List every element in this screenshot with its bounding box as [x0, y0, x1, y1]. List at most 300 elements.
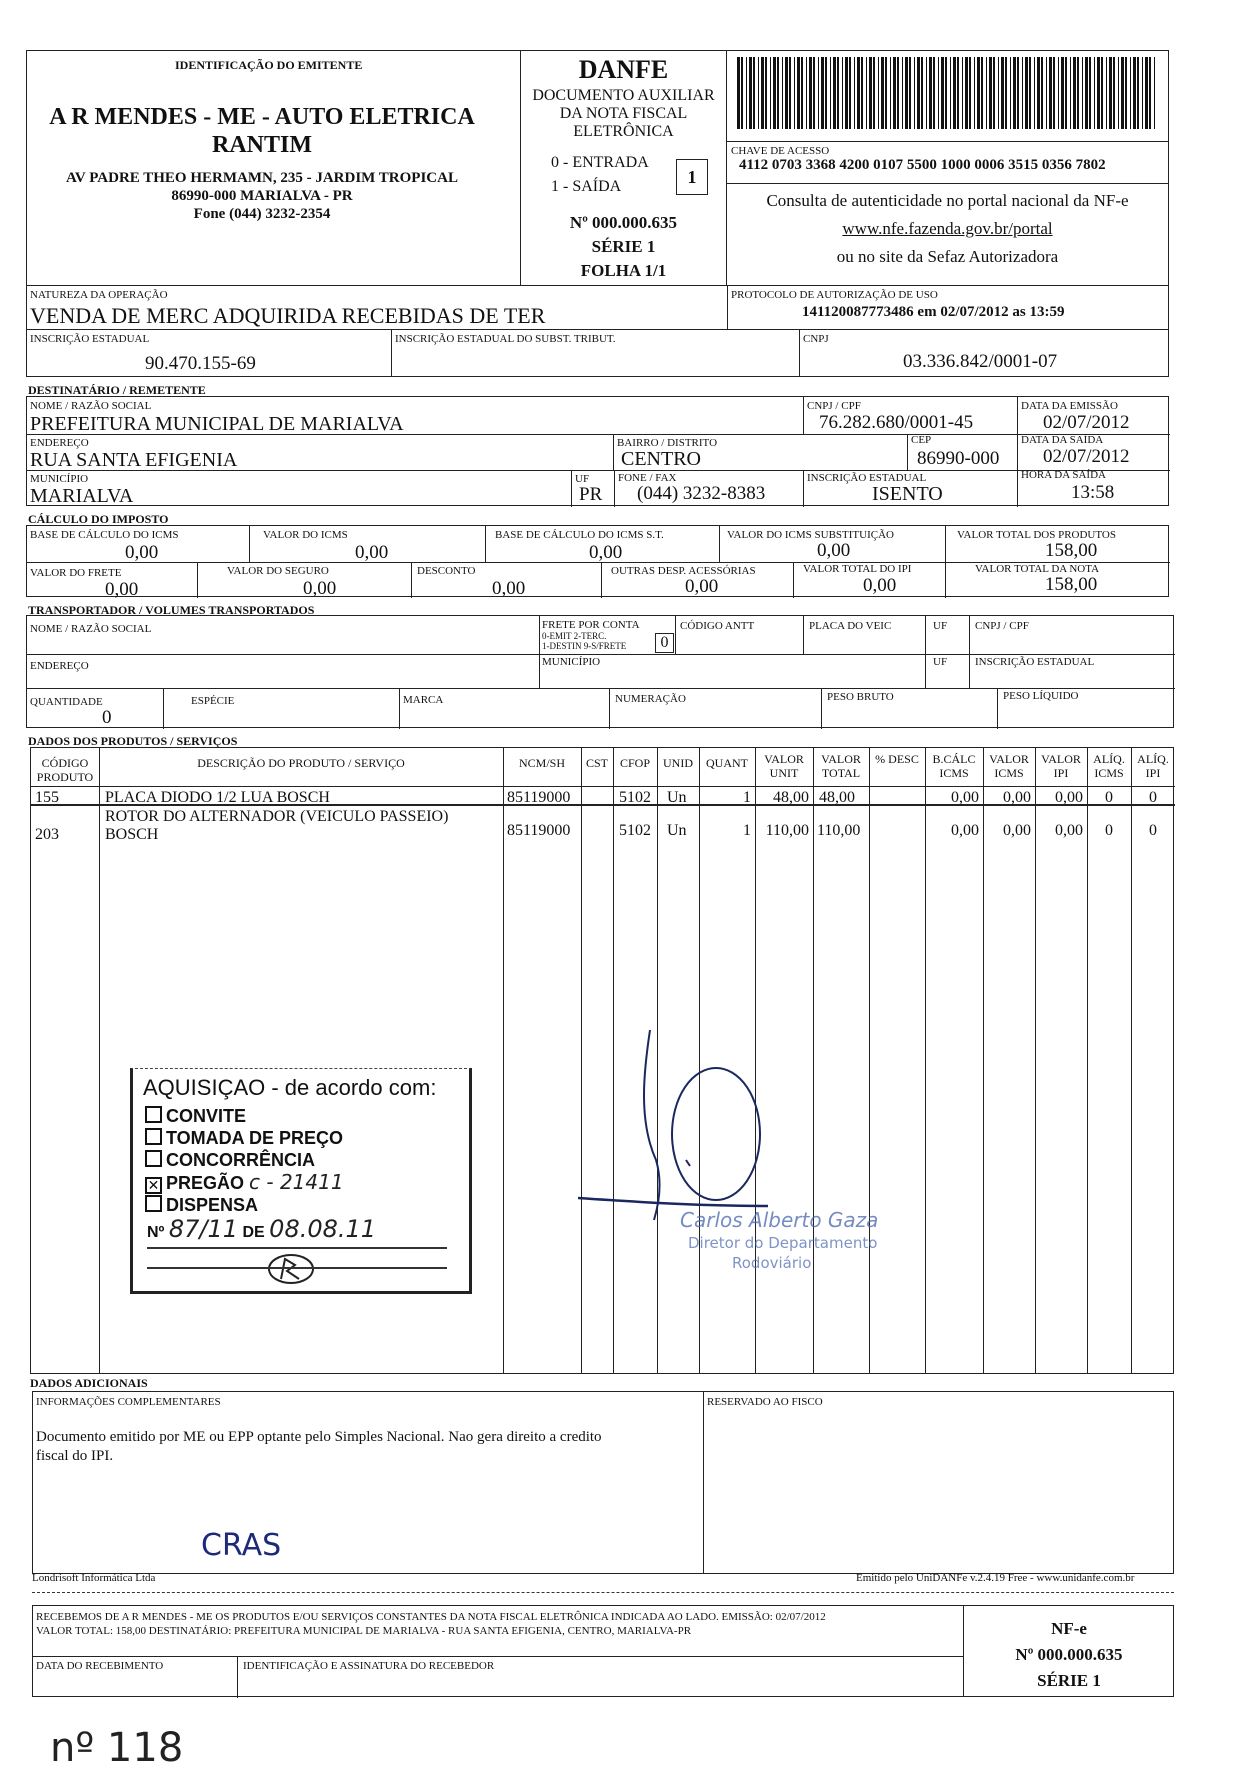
barcode-bar — [837, 57, 839, 129]
insurance-value: 0,00 — [303, 578, 337, 599]
freight-label: VALOR DO FRETE — [30, 567, 122, 579]
receipt-number: Nº 000.000.635 — [1015, 1645, 1123, 1664]
row1-bcalc: 0,00 — [951, 789, 979, 806]
col-bcalc: B.CÁLC ICMS — [932, 752, 976, 780]
barcode-bar — [941, 57, 944, 129]
recipient-name: PREFEITURA MUNICIPAL DE MARIALVA — [30, 413, 404, 435]
row2-aipi: 0 — [1149, 822, 1157, 839]
carrier-uf2-label: UF — [933, 656, 948, 668]
nature-label: NATUREZA DA OPERAÇÃO — [30, 289, 168, 301]
barcode-bar — [1070, 57, 1071, 129]
barcode-bar — [873, 57, 875, 129]
recipient-section-label: DESTINATÁRIO / REMETENTE — [28, 383, 206, 397]
barcode-bar — [789, 57, 791, 129]
other-label: OUTRAS DESP. ACESSÓRIAS — [611, 565, 756, 577]
barcode-bar — [974, 57, 975, 129]
barcode-bar — [1121, 57, 1124, 129]
reserved-label: RESERVADO AO FISCO — [707, 1396, 823, 1408]
barcode-bar — [866, 57, 867, 129]
danfe-subtitle3: ELETRÔNICA — [573, 123, 674, 140]
stamp-option-dispensa: DISPENSA — [145, 1194, 344, 1216]
base-st-value: 0,00 — [589, 542, 623, 563]
protocol-value: 141120087773486 em 02/07/2012 as 13:59 — [802, 304, 1065, 320]
stamp-option-concorrencia: CONCORRÊNCIA — [145, 1149, 344, 1171]
col-quant: QUANT — [706, 756, 748, 770]
row1-quant: 1 — [743, 789, 751, 806]
row1-unid: Un — [667, 789, 687, 806]
barcode-bar — [1149, 57, 1151, 129]
barcode-bar — [785, 57, 788, 129]
receipt-nfe — [963, 1616, 1175, 1694]
col-desc-pct: % DESC — [875, 752, 919, 766]
transport-box — [26, 615, 1174, 728]
barcode-bar — [842, 57, 843, 129]
row1-aicms: 0 — [1105, 789, 1113, 806]
barcode-bar — [1130, 57, 1131, 129]
row1-aipi: 0 — [1149, 789, 1157, 806]
recipient-cnpj: 76.282.680/0001-45 — [819, 412, 974, 433]
barcode-bar — [1022, 57, 1023, 129]
danfe-entrada: 0 - ENTRADA — [551, 154, 649, 171]
phone-label: FONE / FAX — [618, 472, 677, 484]
city-value: MARIALVA — [30, 485, 134, 507]
stamp-options — [145, 1105, 344, 1216]
exit-label: DATA DA SAÍDA — [1021, 434, 1104, 446]
barcode-bar — [1085, 57, 1088, 129]
barcode-bar — [753, 57, 755, 129]
barcode-bar — [1077, 57, 1079, 129]
barcode-bar — [1145, 57, 1148, 129]
receipt-nfe-label: NF-e — [1051, 1619, 1087, 1638]
cut-line — [32, 1592, 1174, 1593]
barcode-bar — [921, 57, 923, 129]
protocol-label: PROTOCOLO DE AUTORIZAÇÃO DE USO — [731, 289, 938, 301]
checkbox-icon — [145, 1128, 162, 1145]
plate-label: PLACA DO VEIC — [809, 620, 892, 632]
danfe-title: DANFE — [578, 55, 669, 84]
row1-code: 155 — [35, 789, 59, 806]
row1-desc: PLACA DIODO 1/2 LUA BOSCH — [105, 789, 330, 806]
ie-row — [26, 329, 1169, 377]
ipi-value: 0,00 — [863, 575, 897, 596]
net-weight-label: PESO LÍQUIDO — [1003, 690, 1079, 702]
row2-desc1: ROTOR DO ALTERNADOR (VEICULO PASSEIO) — [105, 808, 449, 825]
barcode-bar — [914, 57, 915, 129]
barcode-bar — [794, 57, 795, 129]
danfe-subtitle1: DOCUMENTO AUXILIAR — [532, 87, 715, 104]
transport-section-label: TRANSPORTADOR / VOLUMES TRANSPORTADOS — [28, 603, 315, 617]
barcode-bar — [1005, 57, 1007, 129]
row1-ncm: 85119000 — [507, 789, 571, 806]
gross-weight-label: PESO BRUTO — [827, 691, 894, 703]
barcode-bar — [1037, 57, 1040, 129]
barcode-bar — [1082, 57, 1083, 129]
discount-label: DESCONTO — [417, 565, 476, 577]
barcode-bar — [969, 57, 971, 129]
additional-section-label: DADOS ADICIONAIS — [30, 1376, 148, 1390]
barcode-bar — [962, 57, 963, 129]
total-products-label: VALOR TOTAL DOS PRODUTOS — [957, 529, 1116, 541]
barcode-bar — [1097, 57, 1100, 129]
checkbox-icon — [145, 1195, 162, 1212]
nature-value: VENDA DE MERC ADQUIRIDA RECEBIDAS DE TER — [30, 303, 546, 328]
row2-code: 203 — [35, 826, 59, 843]
barcode-bar — [1034, 57, 1035, 129]
barcode-bar — [977, 57, 980, 129]
barcode-bar — [953, 57, 956, 129]
barcode-bar — [1017, 57, 1019, 129]
time-value: 13:58 — [1071, 482, 1115, 503]
icms-st-value: 0,00 — [817, 540, 851, 561]
barcode-bar — [825, 57, 827, 129]
qty-label: QUANTIDADE — [30, 696, 103, 708]
barcode-bar — [878, 57, 879, 129]
ie-value: 90.470.155-69 — [145, 353, 256, 374]
insurance-label: VALOR DO SEGURO — [227, 565, 329, 577]
barcode-bar — [1046, 57, 1047, 129]
stamp-option-pregao: ✕ PREGÃO c - 21411 — [145, 1171, 344, 1194]
stamp-number-line — [147, 1215, 376, 1243]
recipient-name-label: NOME / RAZÃO SOCIAL — [30, 400, 152, 412]
barcode-bar — [950, 57, 951, 129]
address-label: ENDEREÇO — [30, 437, 89, 449]
stamp-date-prefix: DE — [242, 1224, 265, 1241]
barcode-bar — [1133, 57, 1136, 129]
total-label: VALOR TOTAL DA NOTA — [975, 563, 1100, 575]
carrier-name-label: NOME / RAZÃO SOCIAL — [30, 623, 152, 635]
barcode-bar — [809, 57, 812, 129]
species-label: ESPÉCIE — [191, 695, 235, 707]
barcode-bar — [929, 57, 932, 129]
stamp-number-hand: 87/11 — [168, 1215, 239, 1243]
barcode-bar — [821, 57, 824, 129]
stamp-number-prefix: Nº — [147, 1224, 165, 1241]
barcode-bar — [909, 57, 911, 129]
total-value: 158,00 — [1045, 574, 1098, 595]
access-key-label: CHAVE DE ACESSO — [731, 145, 830, 157]
barcode-bar — [890, 57, 891, 129]
products-section-label: DADOS DOS PRODUTOS / SERVIÇOS — [28, 734, 238, 748]
carrier-uf-label: UF — [933, 620, 948, 632]
base-st-label: BASE DE CÁLCULO DO ICMS S.T. — [495, 529, 664, 541]
emitter-address — [27, 169, 497, 223]
emission-value: 02/07/2012 — [1043, 412, 1130, 433]
info-label: INFORMAÇÕES COMPLEMENTARES — [36, 1396, 221, 1408]
row2-desc2: BOSCH — [105, 826, 159, 843]
col-vicms: VALOR ICMS — [989, 752, 1029, 780]
barcode-bar — [797, 57, 800, 129]
barcode-bar — [845, 57, 848, 129]
stamp-option-tomada: TOMADA DE PREÇO — [145, 1127, 344, 1149]
carrier-address-label: ENDEREÇO — [30, 660, 89, 672]
cep-value: 86990-000 — [917, 448, 1000, 469]
recipient-box — [26, 396, 1169, 506]
city-label: MUNICÍPIO — [30, 473, 89, 485]
barcode-bar — [1125, 57, 1127, 129]
barcode-bar — [881, 57, 884, 129]
danfe-number-value: Nº 000.000.635 — [569, 213, 678, 232]
row1-cfop: 5102 — [619, 789, 651, 806]
tax-box — [26, 525, 1169, 600]
barcode-bar — [957, 57, 959, 129]
total-products-value: 158,00 — [1045, 540, 1098, 561]
district-value: CENTRO — [621, 448, 701, 470]
ipi-label: VALOR TOTAL DO IPI — [803, 563, 912, 575]
col-cst: CST — [585, 756, 608, 770]
danfe-serie: SÉRIE 1 — [591, 237, 656, 256]
barcode-bar — [741, 57, 743, 129]
barcode-bar — [1094, 57, 1095, 129]
exit-value: 02/07/2012 — [1043, 446, 1130, 467]
icms-label: VALOR DO ICMS — [263, 529, 348, 541]
barcode-bar — [1029, 57, 1031, 129]
other-value: 0,00 — [685, 576, 719, 597]
barcode-bar — [945, 57, 947, 129]
barcode-bar — [746, 57, 747, 129]
barcode-bar — [737, 57, 740, 129]
time-label: HORA DA SAÍDA — [1021, 469, 1106, 481]
col-code: CÓDIGO PRODUTO — [36, 756, 94, 784]
barcode-bar — [902, 57, 903, 129]
emitter-box — [26, 50, 521, 286]
qty-value: 0 — [102, 707, 112, 728]
consult-line2: ou no site da Sefaz Autorizadora — [836, 247, 1059, 266]
acquisition-stamp — [130, 1068, 472, 1294]
barcode-bar — [806, 57, 807, 129]
receipt-text2: VALOR TOTAL: 158,00 DESTINATÁRIO: PREFEITURA MUNICIPAL DE MARIALVA - RUA SANTA EFIGENIA, CENTRO, MARIALVA-PR — [36, 1625, 692, 1637]
uf-value: PR — [579, 484, 603, 505]
phone-value: (044) 3232-8383 — [637, 483, 766, 504]
cep-label: CEP — [911, 434, 932, 446]
info-line1: Documento emitido por ME ou EPP optante pelo Simples Nacional. Nao gera direito a credito — [36, 1429, 602, 1445]
danfe-folha: FOLHA 1/1 — [580, 261, 667, 280]
initials-icon — [263, 1251, 323, 1287]
barcode-bar — [749, 57, 752, 129]
row2-aicms: 0 — [1105, 822, 1113, 839]
nature-row — [26, 285, 1169, 330]
barcode-bar — [1106, 57, 1107, 129]
checkbox-icon — [145, 1106, 162, 1123]
receipt-date-label: DATA DO RECEBIMENTO — [36, 1660, 164, 1672]
danfe-subtitle2: DA NOTA FISCAL — [559, 105, 688, 122]
barcode-bar — [1061, 57, 1064, 129]
tax-section-label: CÁLCULO DO IMPOSTO — [28, 512, 169, 526]
barcode-bar — [905, 57, 908, 129]
row2-quant: 1 — [743, 822, 751, 839]
barcode-bar — [1109, 57, 1112, 129]
receipt-serie: SÉRIE 1 — [1037, 1671, 1101, 1690]
barcode-bar — [813, 57, 815, 129]
col-total: VALOR TOTAL — [821, 752, 861, 780]
row2-vipi: 0,00 — [1055, 822, 1083, 839]
recipient-ie-label: INSCRIÇÃO ESTADUAL — [807, 472, 927, 484]
row1-vipi: 0,00 — [1055, 789, 1083, 806]
col-aicms: ALÍQ. ICMS — [1093, 752, 1125, 780]
danfe-number — [521, 211, 726, 283]
row2-ncm: 85119000 — [507, 822, 571, 839]
barcode-bar — [989, 57, 992, 129]
row2-unid: Un — [667, 822, 687, 839]
signature-name: Carlos Alberto Gaza — [680, 1208, 879, 1232]
barcode-bar — [893, 57, 896, 129]
barcode-bar — [1010, 57, 1011, 129]
barcode-bar — [1089, 57, 1091, 129]
stamp-option-convite: CONVITE — [145, 1105, 344, 1127]
barcode-bar — [1058, 57, 1059, 129]
col-unid: UNID — [663, 756, 693, 770]
stamp-title: AQUISIÇAO - de acordo com: — [143, 1075, 437, 1100]
barcode-bar — [857, 57, 860, 129]
barcode-bar — [801, 57, 803, 129]
barcode-bar — [998, 57, 999, 129]
row2-bcalc: 0,00 — [951, 822, 979, 839]
barcode-bar — [1154, 57, 1155, 129]
barcode-bar — [782, 57, 783, 129]
icms-st-label: VALOR DO ICMS SUBSTITUIÇÃO — [727, 529, 894, 541]
barcode-bar — [986, 57, 987, 129]
barcode-bar — [761, 57, 764, 129]
barcode-bar — [818, 57, 819, 129]
antt-label: CÓDIGO ANTT — [680, 620, 755, 632]
barcode-bar — [1025, 57, 1028, 129]
col-unit: VALOR UNIT — [764, 752, 804, 780]
row2-cfop: 5102 — [619, 822, 651, 839]
checked-checkbox-icon: ✕ — [145, 1177, 162, 1194]
icms-value: 0,00 — [355, 542, 389, 563]
row2-total: 110,00 — [817, 822, 861, 839]
danfe-box — [520, 50, 727, 286]
receipt-text1: RECEBEMOS DE A R MENDES - ME OS PRODUTOS E/OU SERVIÇOS CONSTANTES DA NOTA FISCAL ELETRÔNICA INDICADA AO LADO. EMISSÃO: 02/07/2012 — [36, 1611, 826, 1623]
barcode-bar — [917, 57, 920, 129]
freight-value: 0,00 — [105, 579, 139, 600]
barcode-bar — [849, 57, 851, 129]
access-box — [726, 50, 1169, 286]
barcode-bar — [773, 57, 776, 129]
barcode-bar — [1101, 57, 1103, 129]
freight-options-1: 0-EMIT 2-TERC. — [542, 631, 607, 641]
emitter-name-line1: A R MENDES - ME - AUTO ELETRICA — [49, 104, 475, 130]
barcode-bar — [1049, 57, 1052, 129]
stamp-date-hand: 08.08.11 — [269, 1215, 377, 1243]
barcode-bar — [861, 57, 863, 129]
freight-value-box: 0 — [655, 633, 674, 653]
ie-st-label: INSCRIÇÃO ESTADUAL DO SUBST. TRIBUT. — [395, 333, 616, 345]
barcode-bar — [765, 57, 767, 129]
barcode — [737, 57, 1157, 129]
info-line2: fiscal do IPI. — [36, 1448, 114, 1464]
danfe-saida: 1 - SAÍDA — [551, 178, 622, 195]
barcode-bar — [869, 57, 872, 129]
info-text — [36, 1428, 602, 1466]
carrier-city-label: MUNICÍPIO — [542, 656, 601, 668]
recipient-cnpj-label: CNPJ / CPF — [807, 400, 861, 412]
brand-label: MARCA — [403, 694, 444, 706]
ie-label: INSCRIÇÃO ESTADUAL — [30, 333, 150, 345]
emitter-city: 86990-000 MARIALVA - PR — [171, 188, 353, 204]
barcode-bar — [1041, 57, 1043, 129]
emitter-street: AV PADRE THEO HERMAMN, 235 - JARDIM TROPICAL — [66, 170, 458, 186]
barcode-bar — [1137, 57, 1139, 129]
barcode-bar — [938, 57, 939, 129]
bottom-handwritten: nº 118 — [50, 1725, 184, 1771]
base-icms-label: BASE DE CÁLCULO DO ICMS — [30, 529, 179, 541]
barcode-bar — [1118, 57, 1119, 129]
barcode-bar — [1073, 57, 1076, 129]
handwritten-cras: CRAS — [201, 1528, 282, 1563]
footer-right: Emitido pelo UniDANFe v.2.4.19 Free - www.unidanfe.com.br — [856, 1572, 1135, 1584]
cnpj-value: 03.336.842/0001-07 — [903, 351, 1058, 372]
additional-box — [32, 1391, 1174, 1574]
freight-options-2: 1-DESTIN 9-S/FRETE — [542, 641, 627, 651]
barcode-bar — [777, 57, 779, 129]
carrier-ie-label: INSCRIÇÃO ESTADUAL — [975, 656, 1095, 668]
barcode-bar — [854, 57, 855, 129]
barcode-bar — [1053, 57, 1055, 129]
emission-label: DATA DA EMISSÃO — [1021, 400, 1118, 412]
row1-vicms: 0,00 — [1003, 789, 1031, 806]
barcode-bar — [993, 57, 995, 129]
emitter-name — [27, 103, 497, 159]
address-value: RUA SANTA EFIGENIA — [30, 449, 238, 471]
barcode-bar — [833, 57, 836, 129]
barcode-bar — [897, 57, 899, 129]
barcode-bar — [830, 57, 831, 129]
barcode-bar — [926, 57, 927, 129]
receipt-text — [36, 1610, 826, 1638]
carrier-cnpj-label: CNPJ / CPF — [975, 620, 1029, 632]
receipt-box — [32, 1605, 1174, 1697]
barcode-bar — [1142, 57, 1143, 129]
pregao-handwritten: c - 21411 — [249, 1170, 344, 1194]
emitter-name-line2: RANTIM — [212, 132, 312, 158]
barcode-bar — [933, 57, 935, 129]
col-cfop: CFOP — [619, 756, 651, 770]
consult-url[interactable]: www.nfe.fazenda.gov.br/portal — [842, 219, 1053, 238]
barcode-bar — [758, 57, 759, 129]
barcode-bar — [1001, 57, 1004, 129]
col-vipi: VALOR IPI — [1041, 752, 1081, 780]
recipient-ie-value: ISENTO — [872, 483, 943, 505]
danfe-type-box: 1 — [676, 159, 708, 195]
row2-vicms: 0,00 — [1003, 822, 1031, 839]
barcode-bar — [981, 57, 983, 129]
uf-label: UF — [575, 473, 590, 485]
col-ncm: NCM/SH — [518, 756, 565, 770]
barcode-bar — [1065, 57, 1067, 129]
row2-unit: 110,00 — [765, 822, 809, 839]
discount-value: 0,00 — [492, 578, 526, 599]
barcode-bar — [770, 57, 771, 129]
col-desc: DESCRIÇÃO DO PRODUTO / SERVIÇO — [197, 756, 405, 770]
danfe-subtitle — [521, 87, 726, 141]
emitter-phone: Fone (044) 3232-2354 — [193, 206, 331, 222]
row1-total: 48,00 — [819, 789, 855, 806]
checkbox-icon — [145, 1150, 162, 1167]
numbering-label: NUMERAÇÃO — [615, 693, 686, 705]
row1-unit: 48,00 — [773, 789, 809, 806]
consult-line1: Consulta de autenticidade no portal nacional da NF-e — [766, 191, 1129, 210]
district-label: BAIRRO / DISTRITO — [617, 437, 718, 449]
barcode-bar — [965, 57, 968, 129]
footer-left: Londrisoft Informática Ltda — [32, 1572, 156, 1584]
emitter-section-label: IDENTIFICAÇÃO DO EMITENTE — [175, 58, 363, 72]
base-icms-value: 0,00 — [125, 542, 159, 563]
barcode-bar — [885, 57, 887, 129]
freight-by-label: FRETE POR CONTA — [542, 619, 640, 631]
col-aipi: ALÍQ. IPI — [1137, 752, 1169, 780]
receipt-sig-label: IDENTIFICAÇÃO E ASSINATURA DO RECEBEDOR — [243, 1660, 495, 1672]
signature-role2: Rodoviário — [732, 1254, 812, 1272]
